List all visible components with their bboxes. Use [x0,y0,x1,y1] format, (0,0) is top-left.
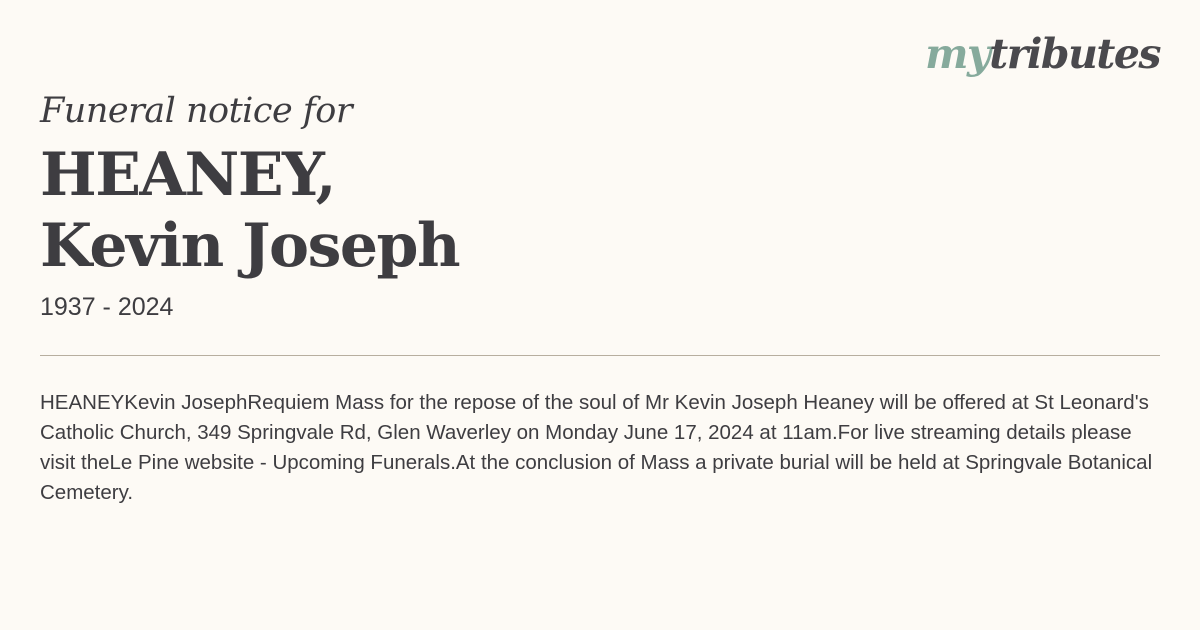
mytributes-logo[interactable] [925,30,1160,78]
logo-tributes: tributes [989,30,1160,78]
logo-my: my [925,30,990,78]
deceased-surname: HEANEY, [40,140,336,210]
divider [40,355,1160,356]
life-dates: 1937 - 2024 [40,293,174,321]
deceased-name [40,140,459,282]
notice-body: HEANEYKevin JosephRequiem Mass for the repose of the soul of Mr Kevin Joseph Heaney will be offered at St Leonard's Catholic Church, 349 Springvale Rd, Glen Waverley on Monday June 17, 2024 at 11am.For live streaming details please visit theLe Pine website - Upcoming Funerals.At the conclusion of Mass a private burial will be held at Springvale Botanical Cemetery. [40,391,1153,504]
notice-label: Funeral notice for [40,91,353,131]
deceased-given-names: Kevin Joseph [40,211,460,281]
